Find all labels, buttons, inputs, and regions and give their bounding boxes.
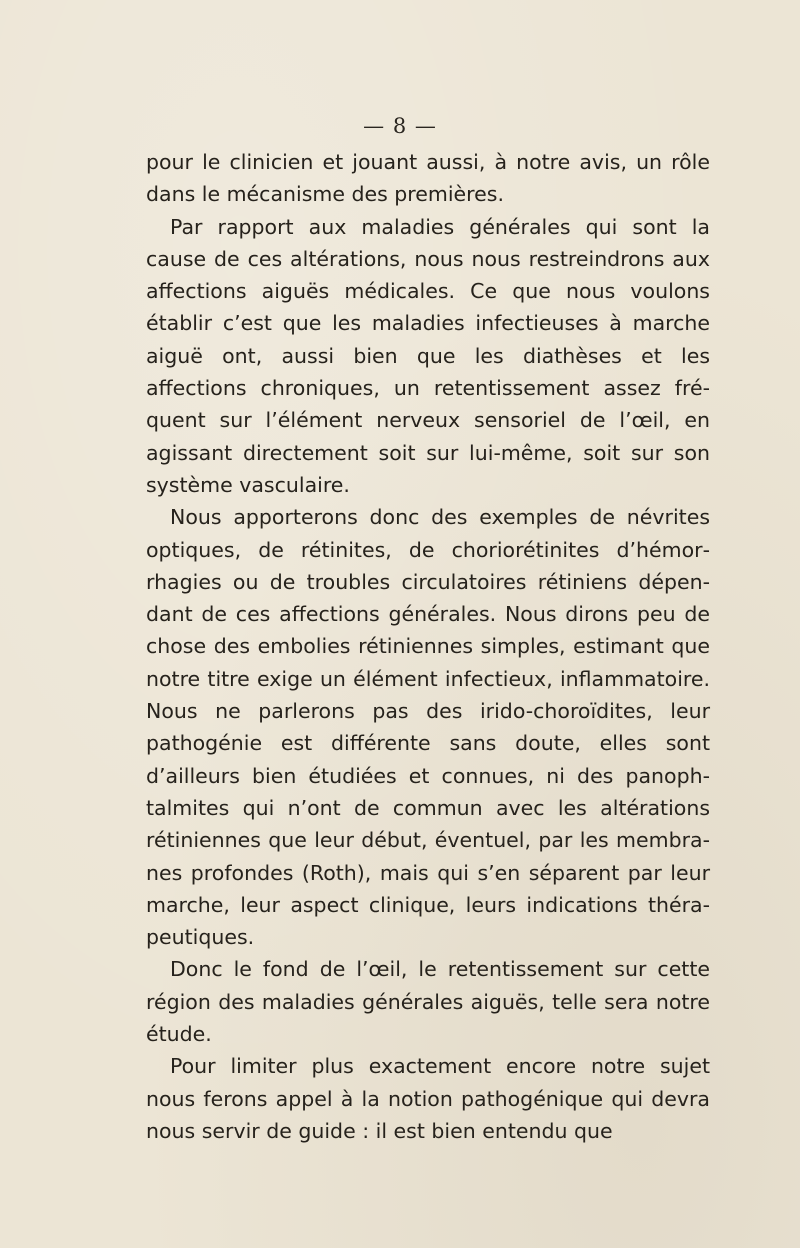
paragraph-general-diseases: Par rapport aux maladies générales qui sont la cause de ces altérations, nous nous restreindrons aux affections aiguës médicales. Ce que nous voulons établir c’est que les maladies infectieuses à marche aiguë ont, aussi bien que les diathèses et les affections chroniques, un retentissement assez fréquent sur l’élément nerveux sensoriel de l’œil, en agissant directement soit sur lui-même, soit sur son système vasculaire.	[146, 214, 710, 497]
paragraph-study-scope: Donc le fond de l’œil, le retentissement sur cette région des maladies générales aiguës, telle sera notre étude.	[146, 957, 710, 1047]
paragraph-pathogenic-notion: Pour limiter plus exactement encore notre sujet nous ferons appel à la notion pathogénique qui devra nous servir de guide : il est bien entendu que	[146, 1054, 710, 1143]
paragraph-examples: Nous apporterons donc des exemples de névrites optiques, de rétinites, de choriorétinites d’hémorrhagies ou de troubles circulatoires rétiniens dépendant de ces affections générales. Nous dirons peu de chose des embolies rétiniennes simples, estimant que notre titre exige un élément infectieux, inflammatoire. Nous ne parlerons pas des irido-choroïdites, leur pathogénie est différente sans doute, elles sont d’ailleurs bien étudiées et connues, ni des panophtalmites qui n’ont de commun avec les altérations rétiniennes que leur début, éventuel, par les membranes profondes (Roth), mais qui s’en séparent par leur marche, leur aspect clinique, leurs indications thérapeutiques.	[146, 505, 710, 950]
paragraph-continuation: pour le clinicien et jouant aussi, à notre avis, un rôle dans le mécanisme des premières.	[146, 150, 710, 207]
body-text	[146, 146, 710, 1147]
page-number: — 8 —	[363, 114, 437, 138]
